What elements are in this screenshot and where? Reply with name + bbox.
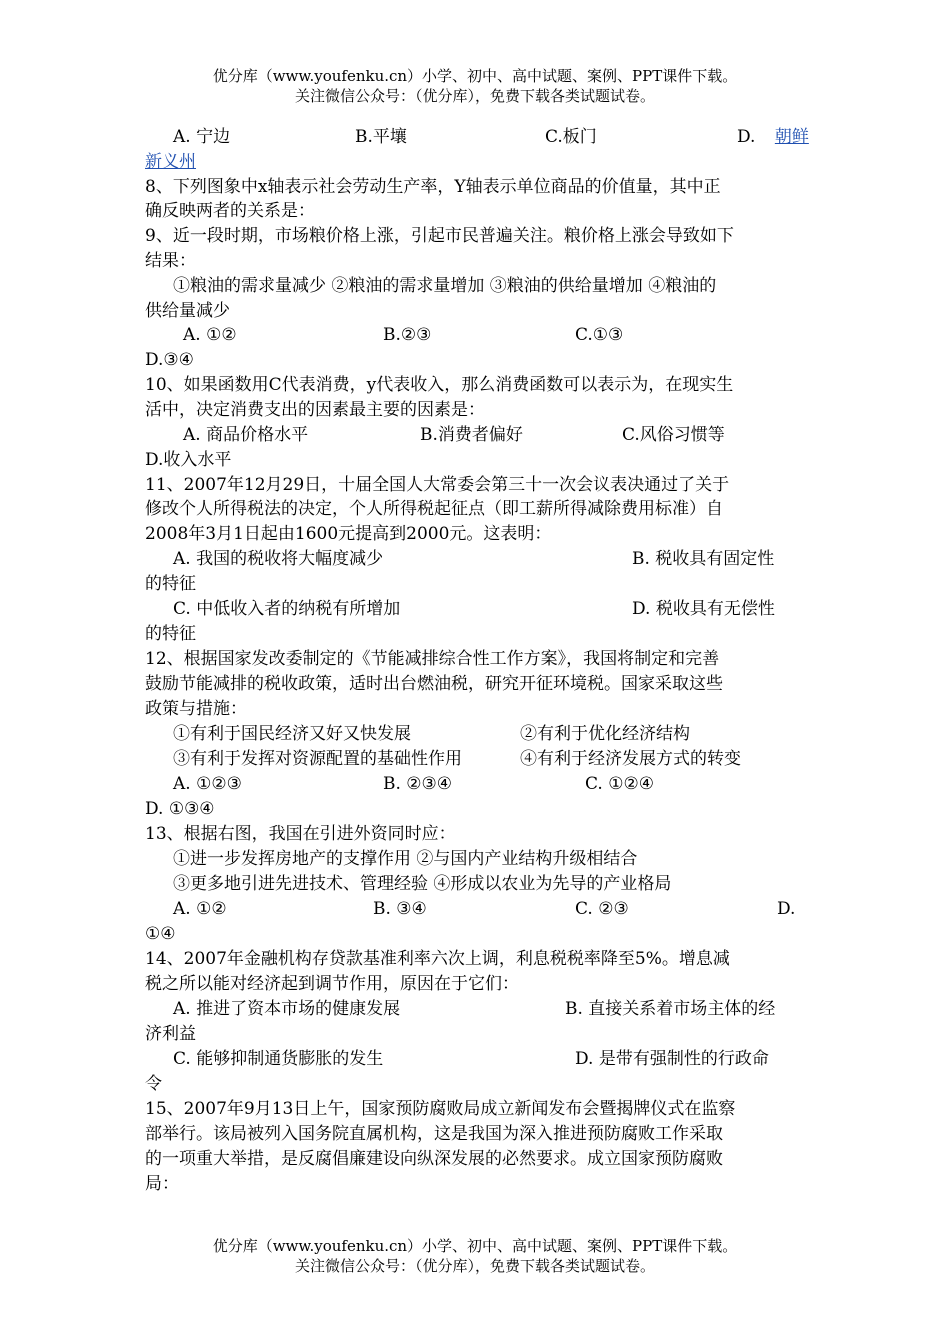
q9-option-b: B.②③ <box>383 325 432 345</box>
q12-statement-1: ①有利于国民经济又好又快发展 <box>173 724 411 744</box>
q12-statement-3: ③有利于发挥对资源配置的基础性作用 <box>173 749 462 769</box>
q14-option-c: C. 能够抑制通货膨胀的发生 <box>173 1049 384 1069</box>
q12-stem-line-2: 鼓励节能减排的税收政策，适时出台燃油税，研究开征环境税。国家采取这些 <box>145 674 723 694</box>
q13-option-d: D. <box>777 899 796 919</box>
q12-option-c: C. ①②④ <box>585 774 654 794</box>
q14-option-b: B. 直接关系着市场主体的经 <box>565 999 776 1019</box>
q7-option-d-link-cont[interactable]: 新义州 <box>145 152 196 172</box>
q15-stem-line-1: 15、2007年9月13日上午，国家预防腐败局成立新闻发布会暨揭牌仪式在监察 <box>145 1099 736 1119</box>
q7-option-c: C.板门 <box>545 127 597 147</box>
q10-stem-line-1: 10、如果函数用C代表消费，y代表收入，那么消费函数可以表示为，在现实生 <box>145 375 734 395</box>
q12-stem-line-3: 政策与措施： <box>145 699 247 719</box>
q12-statement-4: ④有利于经济发展方式的转变 <box>520 749 741 769</box>
q7-option-d <box>737 125 809 149</box>
q14-option-d-cont: 令 <box>145 1074 162 1094</box>
q12-option-b: B. ②③④ <box>383 774 453 794</box>
page-footer-line-1: 优分库（www.youfenku.cn）小学、初中、高中试题、案例、PPT课件下载。 <box>212 1237 738 1255</box>
q13-option-b: B. ③④ <box>373 899 427 919</box>
page-footer-line-2: 关注微信公众号：（优分库），免费下载各类试题试卷。 <box>294 1257 655 1275</box>
q12-statement-2: ②有利于优化经济结构 <box>520 724 690 744</box>
q13-stem-line-1: 13、根据右图，我国在引进外资同时应： <box>145 824 456 844</box>
q15-stem-line-4: 局： <box>145 1174 179 1194</box>
q11-option-d: D. 税收具有无偿性 <box>632 599 775 619</box>
q9-option-a: A. ①② <box>183 325 237 345</box>
q11-stem-line-3: 2008年3月1日起由1600元提高到2000元。这表明： <box>145 524 552 544</box>
q10-stem-line-2: 活中，决定消费支出的因素最主要的因素是： <box>145 400 485 420</box>
q11-stem-line-1: 11、2007年12月29日，十届全国人大常委会第三十一次会议表决通过了关于 <box>145 475 730 495</box>
page-header-line-1: 优分库（www.youfenku.cn）小学、初中、高中试题、案例、PPT课件下载。 <box>212 67 738 85</box>
q9-stem-line-1: 9、近一段时期，市场粮价格上涨，引起市民普遍关注。粮价格上涨会导致如下 <box>145 226 734 246</box>
q11-stem-line-2: 修改个人所得税法的决定，个人所得税起征点（即工薪所得减除费用标准）自 <box>145 499 723 519</box>
q7-option-a: A. 宁边 <box>173 127 231 147</box>
q11-option-c: C. 中低收入者的纳税有所增加 <box>173 599 401 619</box>
q11-option-b-cont: 的特征 <box>145 574 196 594</box>
q10-option-b: B.消费者偏好 <box>420 425 523 445</box>
q9-statements-line-2: 供给量减少 <box>145 301 230 321</box>
q15-stem-line-2: 部举行。该局被列入国务院直属机构，这是我国为深入推进预防腐败工作采取 <box>145 1124 723 1144</box>
q9-option-d: D.③④ <box>145 350 194 370</box>
q7-option-d-label: D. <box>737 127 756 147</box>
q14-option-a: A. 推进了资本市场的健康发展 <box>173 999 401 1019</box>
q9-stem-line-2: 结果： <box>145 251 196 271</box>
q11-option-d-cont: 的特征 <box>145 624 196 644</box>
q8-stem-line-2: 确反映两者的关系是： <box>145 201 315 221</box>
q15-stem-line-3: 的一项重大举措，是反腐倡廉建设向纵深发展的必然要求。成立国家预防腐败 <box>145 1149 723 1169</box>
q10-option-c: C.风俗习惯等 <box>622 425 725 445</box>
q12-stem-line-1: 12、根据国家发改委制定的《节能减排综合性工作方案》，我国将制定和完善 <box>145 649 720 669</box>
q7-option-d-link[interactable]: 朝鲜 <box>774 127 809 147</box>
q9-option-c: C.①③ <box>575 325 624 345</box>
q11-option-b: B. 税收具有固定性 <box>632 549 775 569</box>
q7-option-b: B.平壤 <box>355 127 407 147</box>
q8-stem-line-1: 8、下列图象中x轴表示社会劳动生产率，Y轴表示单位商品的价值量，其中正 <box>145 177 721 197</box>
q10-option-a: A. 商品价格水平 <box>183 425 309 445</box>
q14-stem-line-2: 税之所以能对经济起到调节作用，原因在于它们： <box>145 974 519 994</box>
q13-option-c: C. ②③ <box>575 899 629 919</box>
q14-stem-line-1: 14、2007年金融机构存贷款基准利率六次上调，利息税税率降至5%。增息减 <box>145 949 730 969</box>
q14-option-d: D. 是带有强制性的行政命 <box>575 1049 769 1069</box>
q12-option-a: A. ①②③ <box>173 774 242 794</box>
q13-option-d-cont: ①④ <box>145 924 176 944</box>
q13-statements-line-1: ①进一步发挥房地产的支撑作用 ②与国内产业结构升级相结合 <box>173 849 638 869</box>
q14-option-b-cont: 济利益 <box>145 1024 196 1044</box>
q13-option-a: A. ①② <box>173 899 227 919</box>
q13-statements-line-2: ③更多地引进先进技术、管理经验 ④形成以农业为先导的产业格局 <box>173 874 672 894</box>
page-header-line-2: 关注微信公众号：（优分库），免费下载各类试题试卷。 <box>294 87 655 105</box>
q12-option-d: D. ①③④ <box>145 799 215 819</box>
q10-option-d: D.收入水平 <box>145 450 232 470</box>
q9-statements-line-1: ①粮油的需求量减少 ②粮油的需求量增加 ③粮油的供给量增加 ④粮油的 <box>173 276 717 296</box>
q11-option-a: A. 我国的税收将大幅度减少 <box>173 549 384 569</box>
